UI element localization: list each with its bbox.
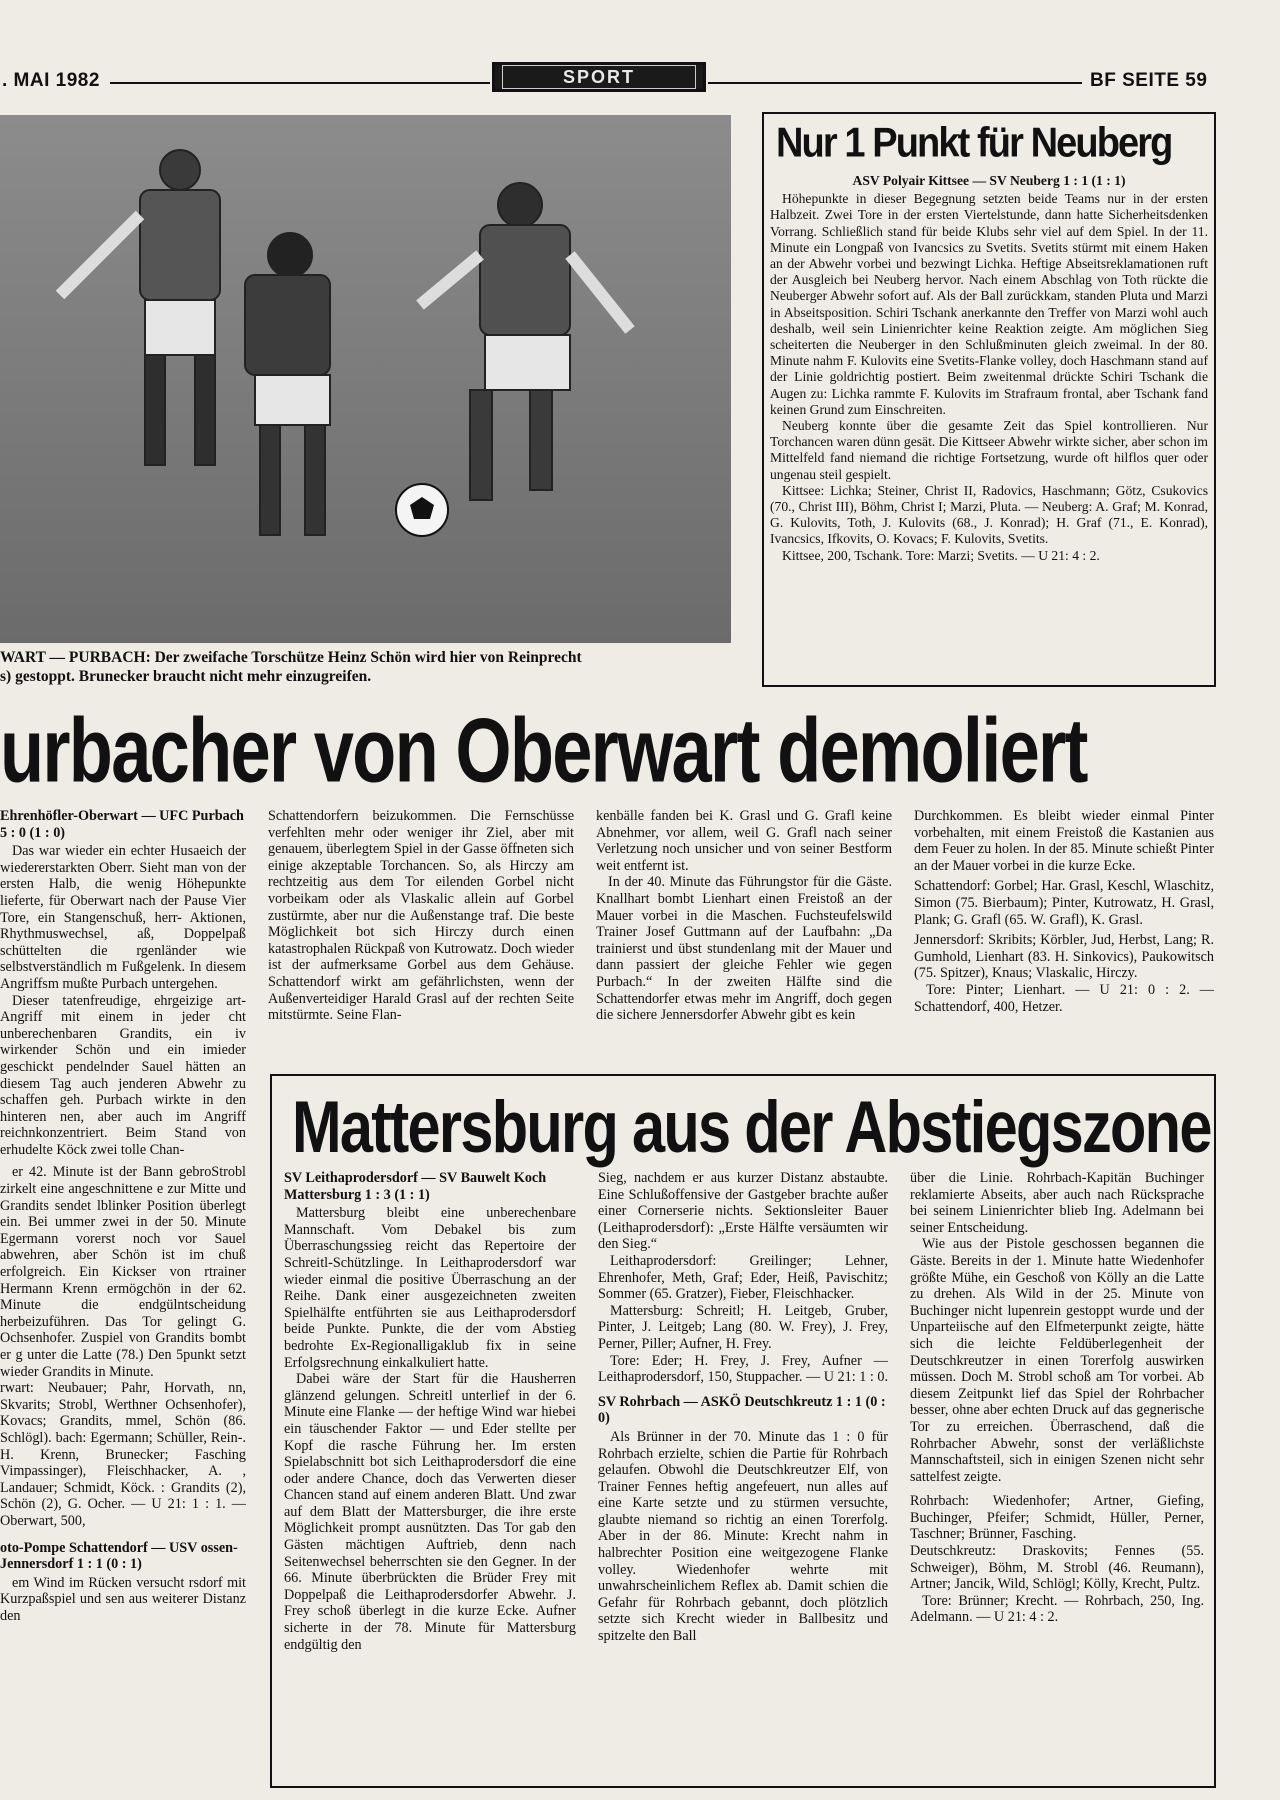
- rohrbach-c3-p2: Wie aus der Pistole geschossen begannen die Gäste. Bereits in der 1. Minute hatte Wiedenhofer größte Mühe, ein Geschoß von Kölly an die Latte zu drehen. Als Wild in der 25. Minute von Buchinger nicht lupenrein gestoppt wurde und der Unparteiische auf den Elfmeterpunkt zeigte, hätte sich die leichte Feldüberlegenheit der Deutschkreutzer in einen Torerfolg auswirken müssen. Doch M. Strobl schoß am Tor vorbei. Ab diesem Zeitpunkt lief das Spiel der Rohrbacher besser, ohne aber echten Druck auf das gegnerische Tor zu erreichen. Überraschend, daß die Rohrbacher Abwehr, sonst der verläßlichste Mannschaftsteil, sich in einigen Szenen nicht sehr sattelfest zeigte.: [910, 1236, 1204, 1485]
- mattersburg-c1-p1: Mattersburg bleibt eine unberechenbare Mannschaft. Vom Debakel bis zum Überraschungssieg reicht das Repertoire der Schreitl-Schützlinge. In Leithaprodersdorf war wieder einmal die positive Überraschung an der Reihe. Dank einer ausgezeichneten zweiten Spielhälfte entführten sie aus Leithaprodersdorf beide Punkte. Punkte, die der vom Abstieg bedrohte Ex-Regionalligaklub fix in seine Erfolgsrechnung einkalkuliert hatte.: [284, 1205, 576, 1371]
- photo-caption-line-2: s) gestoppt. Brunecker braucht nicht mehr einzugreifen.: [0, 668, 372, 685]
- purbach-column-4: [914, 808, 1214, 1060]
- football-players-image: [0, 115, 731, 643]
- schattendorf-match-line: oto-Pompe Schattendorf — USV ossen-Jennersdorf 1 : 1 (0 : 1): [0, 1539, 238, 1573]
- rohrbach-lineup: Rohrbach: Wiedenhofer; Artner, Giefing, Buchinger, Pfeifer; Schmidt, Hüller, Perner, Taschner; Brünner, Fasching.: [910, 1493, 1204, 1543]
- page-number: BF SEITE 59: [1090, 70, 1208, 91]
- neuberg-paragraph-1: Höhepunkte in dieser Begegnung setzten beide Teams nur in der ersten Halbzeit. Zwei Tore in der ersten Viertelstunde, dann hatte Sicherheitsdenken Vorrang. Schließlich stand für beide Klubs sehr viel auf dem Spiel. In der 11. Minute ein Longpaß von Ivancsics zu Svetits. Svetits stürmt mit einem Haken an der Abwehr vorbei und bezwingt Lichka. Heftige Abseitsreklamationen ruft der Ausgleich bei Neuberg hervor. Nach einem Abschlag von Toth rückte die Neuberger Abwehr sofort auf. Als der Ball zurückkam, standen Pluta und Marzi in Abseitsposition. Schiri Tschank anerkannte den Treffer von Marzi wohl auch deshalb, weil sein Linienrichter keine Reaktion zeigte. Am möglichen Sieg scheiterten die Neuberger in den Schlußminuten gleich zweimal. In der 80. Minute nahm F. Kulovits eine Svetits-Flanke volley, doch Haschmann stand auf der Linie goldrichtig postiert. Beim zweitenmal drückte Schiri Tschank die Augen zu: Lichka rammte F. Kulovits im Strafraum frontal, aber Tschank fand keinen Grund zum Einschreiten.: [770, 191, 1208, 417]
- mattersburg-result: Tore: Eder; H. Frey, J. Frey, Aufner — Leithaprodersdorf, 150, Stuppacher. — U 21: 1 : 0.: [598, 1352, 888, 1386]
- leithaprodersdorf-lineup: Leithaprodersdorf: Greilinger; Lehner, Ehrenhofer, Meth, Graf; Eder, Heiß, Pavischitz; Sommer (65. Gratzer), Fieber, Fleischhacker.: [598, 1252, 888, 1303]
- purbach-c1-lineups: rwart: Neubauer; Pahr, Horvath, nn, Skvarits; Strobl, Werthner Ochsenhofer), Kovacs; Grandits, mmel, Schön (86. Schlögl). bach: Egermann; Schüller, Rein-. H. Krenn, Brunecker; Fasching Vimpassinger), Fleischhacker, A. , Landauer; Schmidt, Köck. : Grandits (2), Schön (2), G. Ocher. — U 21: 1 : 1. — Oberwart, 500,: [0, 1380, 246, 1529]
- purbach-c1-p2: Dieser tatenfreudige, ehrgeizige art-Angriff mit einem in jeder cht unberechenbaren Grandits, ein iv wirkender Schön und ein imieder geschickt pendelnder Sauel hätten an diesem Tag auch jenderen Abwehr zu schaffen geh. Purbach wirkte in den hinteren nen, aber auch im Angriff reichnkonzentriert. Beim Stand von erhudelte Köck zwei tolle Chan-: [0, 992, 246, 1158]
- mattersburg-headline: Mattersburg aus der Abstiegszone: [292, 1085, 1211, 1168]
- rohrbach-c3-p1: über die Linie. Rohrbach-Kapitän Buchinger reklamierte Abseits, aber auch nach Rücksprache bei seinem Linienrichter blieb Ing. Adelmann bei seiner Entscheidung.: [910, 1170, 1204, 1236]
- purbach-c1-p1: Das war wieder ein echter Husaeich der wiedererstarkten Oberr. Sieht man von der ersten Halb, die wenig Höhepunkte lieferte, für Oberwart nach der Pause Vier Tore, ein Stangenschuß, herr- Aktionen, Rhythmuswechsel, aß, Doppelpaß schüttelten die rgenländer wie selbstverständlich m Fußgelenk. In diesem Angriffsm mußte Purbach untergehen.: [0, 843, 246, 992]
- schattendorf-lineup: Schattendorf: Gorbel; Har. Grasl, Keschl, Wlaschitz, Simon (75. Bierbaum); Pinter, Kutrowatz, H. Grasl, Plank; G. Grafl (65. W. Grafl), K. Grasl.: [914, 878, 1214, 928]
- mattersburg-column-2: [598, 1170, 888, 1782]
- purbach-c3-p2: In der 40. Minute das Führungstor für die Gäste. Knallhart bombt Lienhart einen Freistoß an der Mauer vorbei in die Maschen. Fuchsteufelswild Trainer Josef Guttmann auf der Laufbahn: „Da trainierst und übst stundenlang mit der Mauer und dann passiert der gleiche Fehler wie gegen Purbach.“ In der zweiten Hälfte sind die Schattendorfer etwas mehr im Angriff, doch gegen die sichere Jennersdorfer Abwehr gibt es kein: [596, 874, 892, 1024]
- schattendorf-result: Tore: Pinter; Lienhart. — U 21: 0 : 2. — Schattendorf, 400, Hetzer.: [914, 981, 1214, 1015]
- purbach-match-line: Ehrenhöfler-Oberwart — UFC Purbach 5 : 0 (1 : 0): [0, 808, 244, 841]
- section-label: [492, 62, 706, 92]
- purbach-column-1: [0, 808, 246, 1790]
- purbach-c1-p3: er 42. Minute ist der Bann gebroStrobl zirkelt eine angeschnittene e zur Mitte und Grandits sendet lblinker Position überlegt ein. Bei ummer zwei in der 50. Minute Egermann vorerst noch vor Sauel abwehren, aber Schön ist im chuß erfolgreich. Ein Kickser von rtrainer Hermann Krenn ermögchön in der 62. Minute die endgülntscheidung herbeizuführen. Das Tor gelingt G. Ochsenhofer. Zuspiel von Grandits bombt er g unter die Latte (78.) Den 5punkt setzt wieder Grandits in Minute.: [0, 1164, 246, 1380]
- rohrbach-result: Tore: Brünner; Krecht. — Rohrbach, 250, Ing. Adelmann. — U 21: 4 : 2.: [910, 1592, 1204, 1626]
- purbach-headline: urbacher von Oberwart demoliert: [0, 699, 1087, 802]
- purbach-c2-text: Schattendorfern beizukommen. Die Fernschüsse verfehlten mehr oder weniger ihr Ziel, aber mit genauem, überlegtem Spiel in der Gasse öffneten sich einige akzeptable Torchancen. So, als Hirczy am rechtzeitig aus dem Tor eilenden Gorbel nicht vorbeikam oder als Vlaskalic allein auf Gorbel zustürmte, aber nur die Außenstange traf. Die beste Möglichkeit bot sich Hirczy durch einen katastrophalen Rückpaß von Kutrowatz. Doch wieder ist der aufmerksame Gorbel aus dem Gehäuse. Schattendorf wirkt am gefährlichsten, wenn der Außenverteidiger Harald Grasl auf der rechten Seite mitstürmte. Seine Flan-: [268, 808, 574, 1024]
- neuberg-result: Kittsee, 200, Tschank. Tore: Marzi; Svetits. — U 21: 4 : 2.: [782, 547, 1100, 563]
- jennersdorf-lineup: Jennersdorf: Skribits; Körbler, Jud, Herbst, Lang; R. Gumhold, Lienhart (83. H. Sinkovics), Paukowitsch (75. Spitzer), Knaus; Vlaskalic, Hirczy.: [914, 932, 1214, 982]
- neuberg-lineups: Kittsee: Lichka; Steiner, Christ II, Radovics, Haschmann; Götz, Csukovics (70., Christ III), Böhm, Christ I; Marzi, Pluta. — Neuberg: A. Graf; M. Konrad, G. Kulovits, Toth, J. Kulovits (68., J. Konrad); H. Graf (71., E. Konrad), Ivancsics, Ifkovits, O. Kovacs; F. Kulovits, Svetits.: [770, 482, 1208, 547]
- photo-caption-line-1: WART — PURBACH: Der zweifache Torschütze Heinz Schön wird hier von Reinprecht: [0, 649, 582, 666]
- mattersburg-lineup: Mattersburg: Schreitl; H. Leitgeb, Gruber, Pinter, J. Leitgeb; Lang (80. W. Frey), J. Frey, Perner, Piller; Aufner, H. Frey.: [598, 1302, 888, 1352]
- header-rule-left: [110, 82, 490, 84]
- mattersburg-c1-p2: Dabei wäre der Start für die Hausherren glänzend gelungen. Schreitl unterlief in der 6. Minute eine Flanke — der heftige Wind war hiebei ein täuschender Faktor — und Eder stellte per Kopf die rasche Führung her. Im ersten Spielabschnitt bot sich Leithaprodersdorf die eine oder andere Chance, doch das Verwerten dieser Chancen stand auf einem anderen Blatt. Und zwar auf dem Blatt der Mattersburger, die ihre erste Möglichkeit prompt ausnützten. Das Tor gab den Gästen mächtigen Auftrieb, denn nach Seitenwechsel beherrschten sie den Gegner. In der 66. Minute überbrückten die Brüder Frey mit Doppelpaß die Leithaprodersdorfer Abwehr. J. Frey schoß überlegt in die kurze Ecke. Aufner sicherte in der 78. Minute für Mattersburg endgültig den: [284, 1371, 576, 1653]
- purbach-column-3: [596, 808, 892, 1060]
- mattersburg-c2-p1: Sieg, nachdem er aus kurzer Distanz abstaubte. Eine Schlußoffensive der Gastgeber brachte außer einer Cornerserie nichts. Sektionsleiter Bauer (Leithaprodersdorf): „Erste Hälfte versäumten wir den Sieg.“: [598, 1170, 888, 1253]
- neuberg-article-text: [770, 170, 1208, 682]
- purbach-c3-p1: kenbälle fanden bei K. Grasl und G. Grafl keine Abnehmer, vor allem, weil G. Grafl nach seiner Verletzung noch unsicher und von seiner Bestform weit entfernt ist.: [596, 808, 892, 874]
- photo-caption: [0, 648, 740, 686]
- neuberg-paragraph-2: Neuberg konnte über die gesamte Zeit das Spiel kontrollieren. Nur Torchancen waren dünn gesät. Die Kittseer Abwehr wirkte sicher, aber schon im Mittelfeld fand niemand die richtige Fortsetzung, wurde oft hilflos quer oder ungenau steil gespielt.: [770, 418, 1208, 482]
- header-rule-right: [708, 82, 1082, 84]
- mattersburg-match-line: SV Leithaprodersdorf — SV Bauwelt Koch Mattersburg 1 : 3 (1 : 1): [284, 1170, 547, 1203]
- rohrbach-match-line: SV Rohrbach — ASKÖ Deutschkreutz 1 : 1 (0 : 0): [598, 1393, 886, 1427]
- neuberg-match-line: ASV Polyair Kittsee — SV Neuberg 1 : 1 (1 : 1): [852, 173, 1126, 188]
- purbach-c4-p1: Durchkommen. Es bleibt wieder einmal Pinter vorbehalten, mit einem Freistoß die Kastanien aus dem Feuer zu holen. In der 85. Minute schießt Pinter an der Mauer vorbei in die kurze Ecke.: [914, 808, 1214, 874]
- neuberg-headline: Nur 1 Punkt für Neuberg: [776, 119, 1172, 167]
- section-label-text: SPORT: [502, 65, 696, 89]
- mattersburg-column-3: [910, 1170, 1204, 1782]
- purbach-column-2: [268, 808, 574, 1060]
- issue-date: . MAI 1982: [2, 70, 100, 91]
- deutschkreutz-lineup: Deutschkreutz: Draskovits; Fennes (55. Schweiger), Böhm, M. Strobl (46. Reumann), Artner; Jancik, Wild, Schlögl; Kölly, Krecht, Pultz.: [910, 1543, 1204, 1593]
- mattersburg-column-1: [284, 1170, 576, 1782]
- rohrbach-c2-text: Als Brünner in der 70. Minute das 1 : 0 für Rohrbach erzielte, schien die Partie für Rohrbach gelaufen. Obwohl die Deutschkreutzer Elf, von Trainer Fennes heftig angefeuert, nun alles auf eine Karte setzte und zu stürmen versuchte, glaubte niemand so richtig an einen Torerfolg. Aber in der 86. Minute: Krecht nahm in halbrechter Position eine weitgezogene Flanke volley. Wiedenhofer wehrte mit unwahrscheinlichem Reflex ab. Damit schien die Gefahr für Rohrbach gebannt, doch plötzlich setzte sich Krecht wieder in Ballbesitz und spitzelte den Ball: [598, 1428, 888, 1645]
- schattendorf-intro: em Wind im Rücken versucht rsdorf mit Kurzpaßspiel und sen aus weiterer Distanz den: [0, 1574, 246, 1624]
- match-photo: [0, 115, 731, 643]
